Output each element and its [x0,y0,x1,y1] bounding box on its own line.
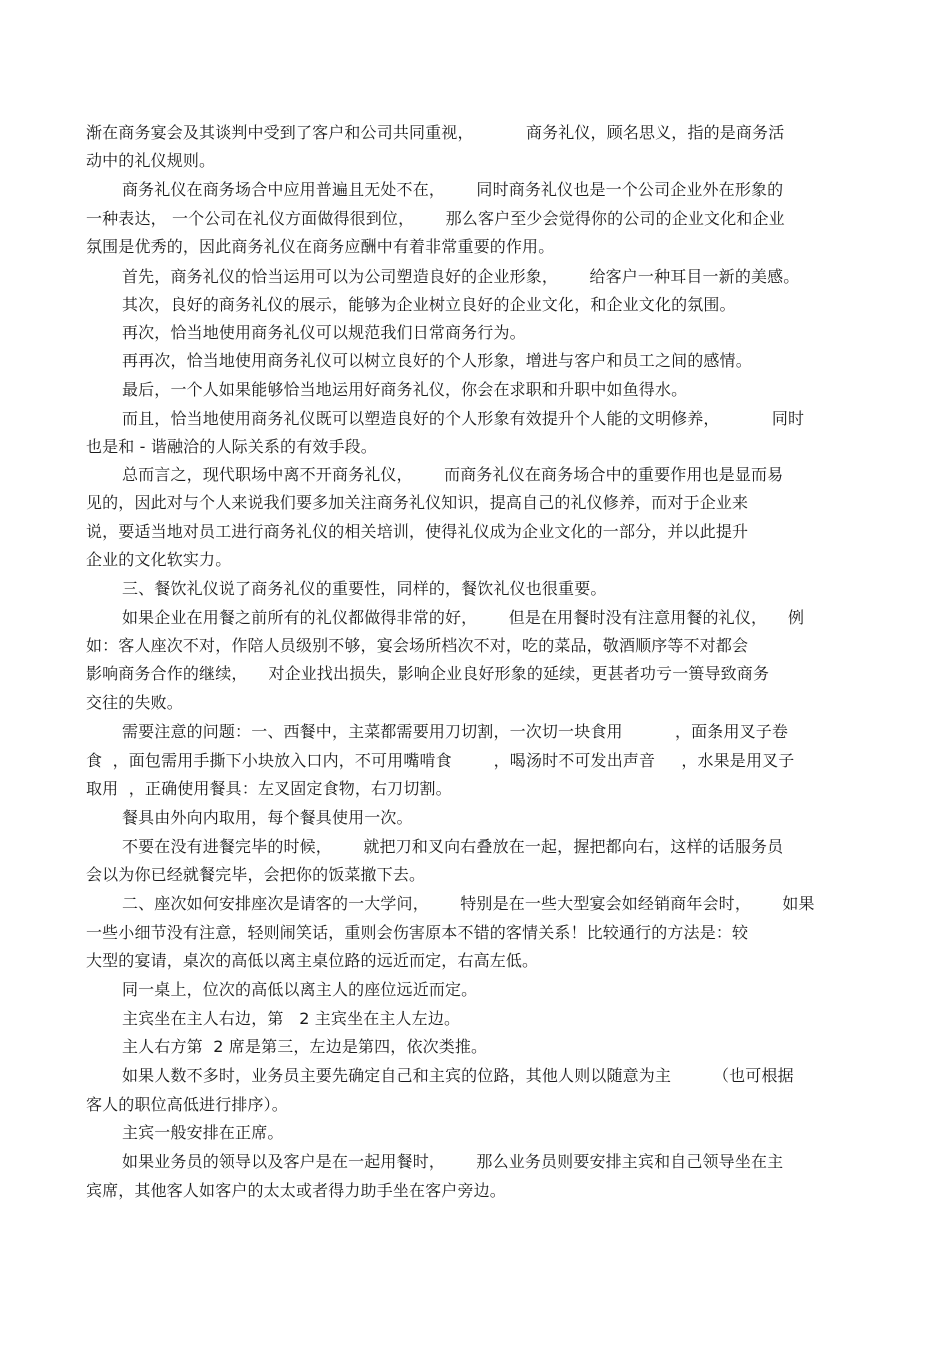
text-line: 主人右方第 2 席是第三，左边是第四，依次类推。 [122,1037,488,1056]
text-line: 商务礼仪在商务场合中应用普遍且无处不在， 同时商务礼仪也是一个公司企业外在形象的 [122,180,784,199]
text-line: 氛围是优秀的，因此商务礼仪在商务应酬中有着非常重要的作用。 [86,237,555,256]
text-line: 宾席，其他客人如客户的太太或者得力助手坐在客户旁边。 [86,1181,506,1200]
text-line: 需要注意的问题：一、西餐中，主菜都需要用刀切割，一次切一块食用 ，面条用叉子卷 [122,722,789,741]
text-line: 一些小细节没有注意，轻则闹笑话，重则会伤害原本不错的客情关系！比较通行的方法是：较 [86,923,749,942]
text-line: 见的，因此对与个人来说我们要多加关注商务礼仪知识，提高自己的礼仪修养，而对于企业来 [86,493,749,512]
text-line: 客人的职位高低进行排序）。 [86,1095,288,1114]
text-line: 再再次，恰当地使用商务礼仪可以树立良好的个人形象，增进与客户和员工之间的感情。 [122,351,752,370]
text-line: 动中的礼仪规则。 [86,151,216,170]
text-line: 一种表达， 一个公司在礼仪方面做得很到位， 那么客户至少会觉得你的公司的企业文化和企业 [86,209,785,228]
text-line: 主宾坐在主人右边，第 2 主宾坐在主人左边。 [122,1009,461,1028]
text-line: 渐在商务宴会及其谈判中受到了客户和公司共同重视， 商务礼仪，顾名思义，指的是商务活 [86,123,785,142]
text-line: 首先，商务礼仪的恰当运用可以为公司塑造良好的企业形象， 给客户一种耳目一新的美感。 [122,267,800,286]
text-line: 如果人数不多时，业务员主要先确定自己和主宾的位路，其他人则以随意为主 （也可根据 [122,1066,794,1085]
text-line: 交往的失败。 [86,693,183,712]
text-line: 大型的宴请，桌次的高低以离主桌位路的远近而定，右高左低。 [86,951,539,970]
text-line: 如果业务员的领导以及客户是在一起用餐时， 那么业务员则要安排主宾和自己领导坐在主 [122,1152,784,1171]
text-line: 总而言之，现代职场中离不开商务礼仪， 而商务礼仪在商务场合中的重要作用也是显而易 [122,465,784,484]
text-line: 也是和 - 谐融洽的人际关系的有效手段。 [86,437,377,456]
text-line: 如果企业在用餐之前所有的礼仪都做得非常的好， 但是在用餐时没有注意用餐的礼仪， 例 [122,608,805,627]
text-line: 不要在没有进餐完毕的时候， 就把刀和叉向右叠放在一起，握把都向右，这样的话服务员 [122,837,784,856]
text-line: 其次，良好的商务礼仪的展示，能够为企业树立良好的企业文化，和企业文化的氛围。 [122,295,736,314]
text-line: 影响商务合作的继续， 对企业找出损失，影响企业良好形象的延续，更甚者功亏一篑导致商务 [86,664,770,683]
text-line: 二、座次如何安排座次是请客的一大学问， 特别是在一些大型宴会如经销商年会时， 如果 [122,894,815,913]
text-line: 主宾一般安排在正席。 [122,1123,284,1142]
text-line: 再次，恰当地使用商务礼仪可以规范我们日常商务行为。 [122,323,526,342]
text-line: 取用 ，正确使用餐具：左叉固定食物，右刀切割。 [86,779,452,798]
text-line: 三、餐饮礼仪说了商务礼仪的重要性，同样的，餐饮礼仪也很重要。 [122,579,607,598]
text-line: 会以为你已经就餐完毕，会把你的饭菜撤下去。 [86,865,426,884]
text-line: 说，要适当地对员工进行商务礼仪的相关培训，使得礼仪成为企业文化的一部分，并以此提升 [86,522,749,541]
text-line: 食 ，面包需用手撕下小块放入口内，不可用嘴啃食 ，喝汤时不可发出声音 ，水果是用叉子 [86,751,795,770]
text-line: 而且，恰当地使用商务礼仪既可以塑造良好的个人形象有效提升个人能的文明修养， 同时 [122,409,805,428]
text-line: 如：客人座次不对，作陪人员级别不够，宴会场所档次不对，吃的菜品，敬酒顺序等不对都会 [86,636,749,655]
text-line: 同一桌上，位次的高低以离主人的座位远近而定。 [122,980,478,999]
text-line: 最后，一个人如果能够恰当地运用好商务礼仪，你会在求职和升职中如鱼得水。 [122,380,688,399]
text-line: 餐具由外向内取用，每个餐具使用一次。 [122,808,413,827]
text-line: 企业的文化软实力。 [86,550,232,569]
